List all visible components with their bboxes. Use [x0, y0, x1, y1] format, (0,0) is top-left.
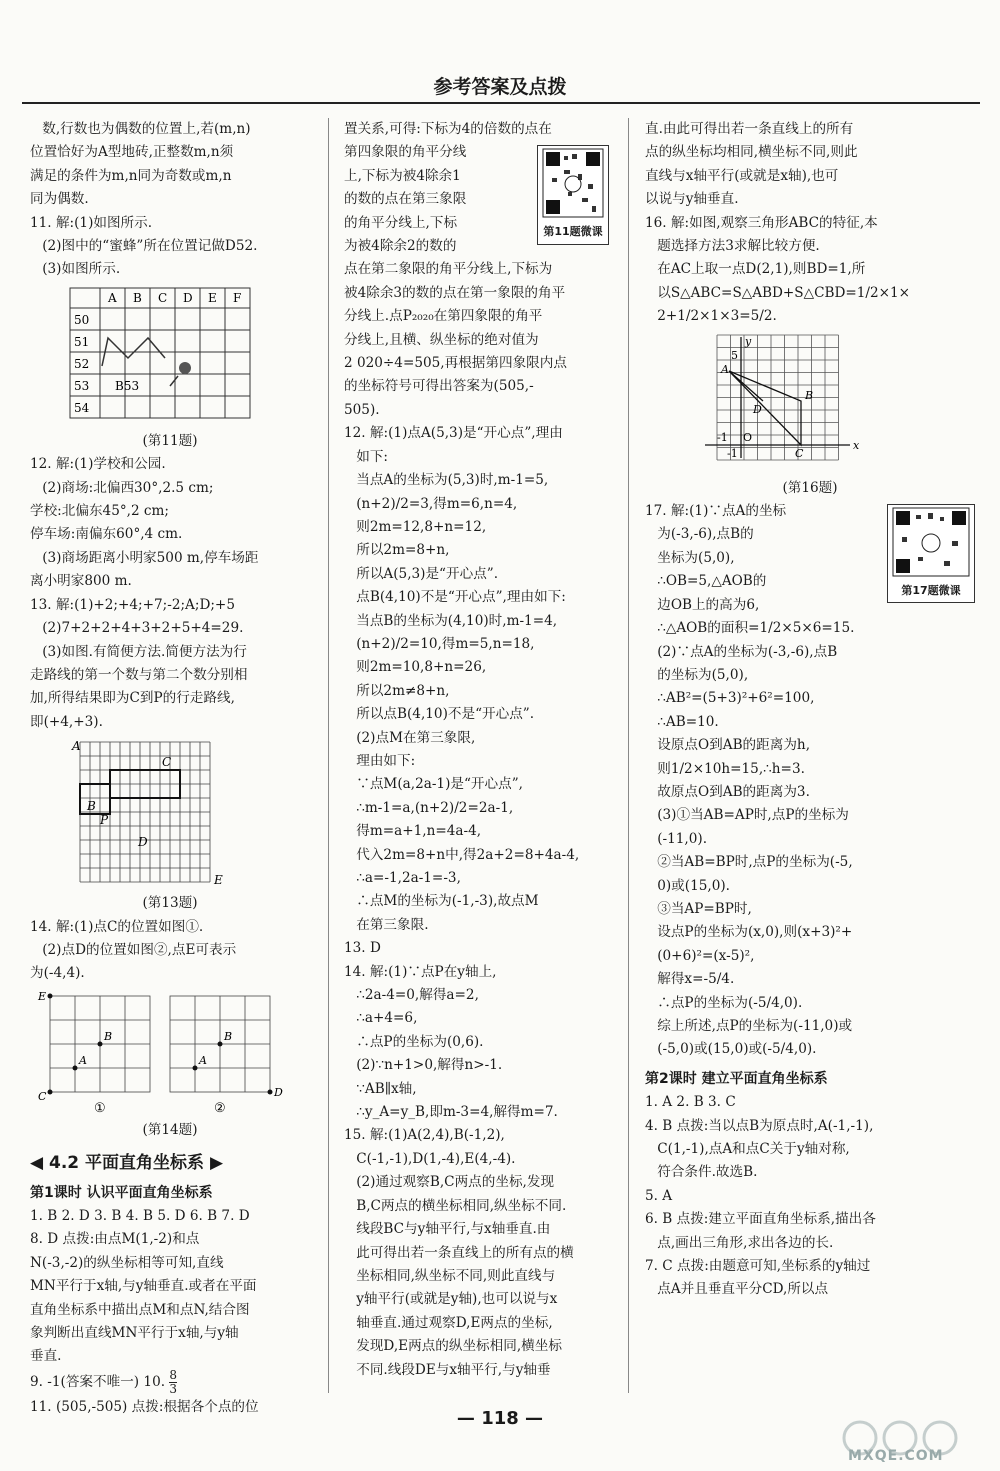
text-line: 16. 解:如图,观察三角形ABC的特征,本 — [645, 214, 878, 231]
point-label: A — [721, 362, 729, 376]
text-line: 如下: — [356, 448, 389, 465]
page-header: 参考答案及点拨 — [433, 76, 567, 98]
text-line: 得m=a+1,n=4a-4, — [356, 823, 482, 840]
qr-caption: 第17题微课 — [901, 584, 961, 598]
grid-row-label: 54 — [74, 400, 90, 415]
text-line: (2)通过观察B,C两点的坐标,发现 — [356, 1174, 555, 1191]
text-line: ∴△AOB的面积=1/2×5×6=15. — [657, 620, 855, 637]
page-number-value: 118 — [481, 1408, 519, 1429]
text-line: 学校:北偏东45°,2 cm; — [30, 503, 170, 520]
text-line: 当点A的坐标为(5,3)时,m-1=5, — [356, 472, 549, 489]
text-line: 象判断出直线MN平行于x轴,与y轴 — [30, 1325, 239, 1341]
text-line: 满足的条件为m,n同为奇数或m,n — [30, 167, 232, 184]
text-line: 被4除余3的数的点在第一象限的角平 — [344, 284, 566, 301]
text-line: 设点P的坐标为(x,0),则(x+3)²+ — [657, 924, 853, 941]
figure-caption: (第13题) — [142, 895, 198, 912]
denominator: 3 — [169, 1381, 178, 1396]
point-label: B — [87, 799, 96, 814]
text-line: 垂直. — [30, 1348, 62, 1365]
text-line: 的坐标符号可得出答案为(505,- — [344, 378, 534, 395]
text-line: ∴OB=5,△AOB的 — [657, 573, 767, 590]
text-line: 故原点O到AB的距离为3. — [657, 783, 810, 800]
text-line: 14. 解:(1)点C的位置如图①. — [30, 918, 204, 935]
fraction — [169, 1369, 177, 1396]
text-line: 停车场:南偏东60°,4 cm. — [30, 526, 183, 543]
point-label: C — [38, 1089, 47, 1103]
point-label: C — [795, 446, 804, 460]
grid-col-label: C — [158, 290, 168, 305]
text-line: 发现D,E两点的纵坐标相同,横坐标 — [356, 1338, 562, 1355]
text-line: (3)如图.有简便方法.简便方法为行 — [42, 643, 247, 660]
text-line: 直.由此可得出若一条直线上的所有 — [645, 121, 854, 137]
text-line: (2)商场:北偏西30°,2.5 cm; — [42, 479, 214, 496]
text-line: 边OB上的高为6, — [657, 596, 760, 613]
lesson-title: 第2课时 建立平面直角坐标系 — [645, 1070, 828, 1087]
text-line: ∴a=-1,2a-1=-3, — [356, 870, 461, 886]
qr-caption: 第11题微课 — [543, 225, 603, 239]
text-line: 位置恰好为A型地砖,正整数m,n须 — [30, 144, 234, 161]
text-line: 12. 解:(1)学校和公园. — [30, 456, 166, 473]
figure-sublabel: ② — [214, 1100, 226, 1115]
column-divider — [628, 118, 629, 1393]
text-line: 同为偶数. — [30, 191, 89, 208]
text-line: N(-3,-2)的纵坐标相等可知,直线 — [30, 1254, 224, 1271]
text-line: ∴y_A=y_B,即m-3=4,解得m=7. — [356, 1104, 558, 1121]
column-divider — [328, 118, 329, 1393]
text-line: 1. B 2. D 3. B 4. B 5. D 6. B 7. D — [30, 1207, 250, 1224]
text-line: 6. B 点拨:建立平面直角坐标系,描出各 — [645, 1211, 876, 1228]
text-line: 在第三象限. — [356, 916, 429, 933]
text-line: 11. 解:(1)如图所示. — [30, 214, 153, 231]
text-line: 走路线的第一个数与第二个数分别相 — [30, 666, 248, 683]
text-line: 点在第二象限的角平分线上,下标为 — [344, 261, 553, 278]
text-line: (3)①当AB=AP时,点P的坐标为 — [657, 807, 849, 824]
qr-code-17[interactable] — [887, 504, 975, 603]
text-line: 2 020÷4=505,再根据第四象限内点 — [344, 355, 567, 372]
text-line: 则2m=12,8+n=12, — [356, 518, 487, 535]
figure-q13-grid — [30, 738, 260, 888]
text-line: 点,画出三角形,求出各边的长. — [657, 1234, 834, 1251]
text-line: 2+1/2×1×3=5/2. — [657, 308, 777, 325]
page-number: — 118 — — [456, 1408, 544, 1429]
text-line: 综上所述,点P的坐标为(-11,0)或 — [657, 1018, 853, 1034]
qr-code-icon — [892, 507, 970, 577]
grid-row-label: 51 — [74, 334, 90, 349]
text-line: 0)或(15,0). — [657, 877, 730, 894]
text-line: (2)图中的“蜜蜂”所在位置记做D52. — [42, 238, 258, 255]
grid-row-label: 50 — [74, 312, 90, 327]
text-line: 题选择方法3求解比较方便. — [657, 238, 820, 255]
figure-caption: (第14题) — [142, 1121, 198, 1138]
text-line: 点A并且垂直平分CD,所以点 — [657, 1281, 829, 1298]
text-line: (2)∵n+1>0,解得n>-1. — [356, 1057, 503, 1074]
text-line: (2)7+2+2+4+3+2+5+4=29. — [42, 620, 244, 637]
text-line: 所以点B(4,10)不是“开心点”. — [356, 706, 535, 723]
text-line: 数,行数也为偶数的位置上,若(m,n) — [42, 121, 251, 137]
point-label: D — [753, 402, 762, 416]
point-label: C — [162, 755, 172, 770]
text-line: 11. (505,-505) 点拨:根据各个点的位 — [30, 1398, 259, 1415]
text-line: 505). — [344, 401, 380, 418]
grid-col-label: A — [108, 290, 117, 305]
text-line: 设原点O到AB的距离为h, — [657, 737, 811, 754]
text-line: 14. 解:(1)∵点P在y轴上, — [344, 963, 497, 980]
text-line: C(-1,-1),D(1,-4),E(4,-4). — [356, 1150, 516, 1167]
watermark-text: MXQE.COM — [848, 1448, 944, 1464]
text-line: 坐标为(5,0), — [657, 549, 735, 566]
text-line: 则1/2×10h=15,∴h=3. — [657, 760, 805, 777]
text-line: 1. A 2. B 3. C — [645, 1094, 736, 1111]
text-line: 4. B 点拨:当以点B为原点时,A(-1,-1), — [645, 1117, 874, 1134]
text-line: (2)点M在第三象限, — [356, 729, 476, 746]
text-line: (-5,0)或(15,0)或(-5/4,0). — [657, 1041, 817, 1058]
text-line: 17. 解:(1)∵点A的坐标 — [645, 503, 787, 520]
text-line: (0+6)²=(x-5)², — [657, 947, 755, 964]
text-line: 为(-3,-6),点B的 — [657, 526, 754, 543]
point-label: E — [38, 989, 47, 1003]
header-rule — [22, 102, 980, 104]
text-line: 7. C 点拨:由题意可知,坐标系的y轴过 — [645, 1258, 871, 1275]
text-line: 线段BC与y轴平行,与x轴垂直.由 — [356, 1221, 551, 1238]
text-line: 在AC上取一点D(2,1),则BD=1,所 — [657, 261, 866, 278]
point-label: B — [104, 1029, 113, 1043]
section-heading: ◀ 4.2 平面直角坐标系 ▶ — [30, 1153, 224, 1174]
qr-code-11[interactable] — [537, 145, 609, 244]
grid-row-label: 52 — [74, 356, 90, 371]
text-line: 解得x=-5/4. — [657, 971, 735, 988]
figure-q14-grids — [30, 990, 290, 1115]
text-line: 符合条件.故选B. — [657, 1164, 758, 1181]
text-line: ∴2a-4=0,解得a=2, — [356, 987, 479, 1004]
qr-code-icon — [542, 148, 604, 218]
text-line: 置关系,可得:下标为4的倍数的点在 — [344, 121, 552, 137]
text-line: 坐标相同,纵坐标不同,则此直线与 — [356, 1267, 556, 1284]
text-line: 当点B的坐标为(4,10)时,m-1=4, — [356, 612, 558, 629]
text-line: 分线上.点P₂₀₂₀在第四象限的角平 — [344, 308, 543, 325]
text-line: 上,下标为被4除余1 — [344, 167, 461, 184]
point-label: D — [274, 1085, 283, 1099]
text-line: (2)∵点A的坐标为(-3,-6),点B — [657, 643, 838, 660]
figure-caption: (第11题) — [142, 432, 198, 449]
text-line: 轴垂直.通过观察D,E两点的坐标, — [356, 1314, 553, 1331]
text-line: 直线与x轴平行(或就是x轴),也可 — [645, 167, 839, 184]
text-line: 即(+4,+3). — [30, 713, 103, 730]
figure-caption: (第16题) — [782, 479, 838, 496]
answer-9-10: 9. -1(答案不唯一) 10. — [30, 1373, 166, 1390]
text-line: ∵AB∥x轴, — [356, 1080, 417, 1097]
text-line: ∴m-1=a,(n+2)/2=2a-1, — [356, 799, 514, 816]
tick-label: 5 — [731, 348, 738, 362]
figure-sublabel: ① — [94, 1100, 106, 1115]
text-line: 所以A(5,3)是“开心点”. — [356, 565, 499, 582]
text-line: 15. 解:(1)A(2,4),B(-1,2), — [344, 1127, 505, 1144]
grid-col-label: E — [208, 290, 217, 305]
text-line: 的坐标为(5,0), — [657, 666, 749, 683]
point-label: A — [72, 739, 81, 754]
lesson-title: 第1课时 认识平面直角坐标系 — [30, 1184, 213, 1201]
point-label: E — [214, 873, 223, 888]
text-line: (2)点D的位置如图②,点E可表示 — [42, 941, 237, 958]
text-line: ∴点P的坐标为(0,6). — [356, 1033, 484, 1050]
point-label: B — [224, 1029, 233, 1043]
axis-label: x — [853, 438, 860, 452]
grid-col-label: B — [133, 290, 142, 305]
text-line: ∵点M(a,2a-1)是“开心点”, — [356, 776, 523, 793]
text-line: (n+2)/2=3,得m=6,n=4, — [356, 495, 518, 512]
text-line: 直角坐标系中描出点M和点N,结合图 — [30, 1301, 250, 1318]
numerator: 8 — [169, 1367, 178, 1382]
text-line: ∴点P的坐标为(-5/4,0). — [657, 994, 803, 1011]
text-line: ∴AB²=(5+3)²+6²=100, — [657, 690, 815, 707]
text-line: 点的纵坐标均相同,横坐标不同,则此 — [645, 144, 858, 161]
text-line: 以S△ABC=S△ABD+S△CBD=1/2×1× — [657, 284, 911, 301]
grid-row-label: 53 — [74, 378, 90, 393]
point-label: B53 — [115, 378, 140, 393]
point-label: A — [199, 1053, 207, 1067]
text-line: (3)如图所示. — [42, 261, 121, 278]
text-line: B,C两点的横坐标相同,纵坐标不同. — [356, 1197, 567, 1214]
figure-q16-coordinate-grid — [645, 333, 965, 473]
point-label: B — [805, 388, 814, 402]
figure-q11-grid — [30, 286, 260, 426]
text-line: 理由如下: — [356, 752, 416, 769]
tick-label: -1 — [727, 446, 738, 460]
bee-icon — [179, 362, 191, 374]
text-line: 加,所得结果即为C到P的行走路线, — [30, 690, 235, 707]
origin-label: O — [743, 430, 753, 444]
text-line: 5. A — [645, 1187, 673, 1204]
text-line: 所以2m≠8+n, — [356, 682, 450, 699]
text-line: 13. 解:(1)+2;+4;+7;-2;A;D;+5 — [30, 596, 235, 613]
text-line: 点B(4,10)不是“开心点”,理由如下: — [356, 589, 566, 606]
text-line: 以说与y轴垂直. — [645, 191, 739, 208]
text-line: (-11,0). — [657, 830, 708, 847]
grid-col-label: F — [233, 290, 242, 305]
column-3 — [645, 118, 975, 1302]
text-line: 13. D — [344, 940, 381, 957]
point-label: P — [100, 813, 109, 828]
text-line: y轴平行(或就是y轴),也可以说与x — [356, 1291, 558, 1308]
tick-label: -1 — [717, 430, 728, 444]
text-line: (n+2)/2=10,得m=5,n=18, — [356, 635, 535, 652]
text-line: 不同.线段DE与x轴平行,与y轴垂 — [356, 1361, 551, 1378]
point-label: D — [138, 835, 148, 850]
text-line: 分线上,且横、纵坐标的绝对值为 — [344, 331, 539, 348]
column-1 — [30, 118, 310, 1419]
text-line: C(1,-1),点A和点C关于y轴对称, — [657, 1141, 850, 1158]
text-line: 此可得出若一条直线上的所有点的横 — [356, 1244, 574, 1261]
text-line: ∴a+4=6, — [356, 1010, 418, 1027]
text-line: MN平行于x轴,与y轴垂直.或者在平面 — [30, 1278, 257, 1295]
text-line: 12. 解:(1)点A(5,3)是“开心点”,理由 — [344, 425, 563, 442]
text-line: ②当AB=BP时,点P的坐标为(-5, — [657, 854, 853, 871]
text-line: 则2m=10,8+n=26, — [356, 659, 487, 676]
text-line: ∴AB=10. — [657, 713, 719, 730]
text-line: ③当AP=BP时, — [657, 900, 752, 917]
axis-label: y — [745, 334, 752, 348]
text-line: 代入2m=8+n中,得2a+2=8+4a-4, — [356, 846, 580, 863]
grid-col-label: D — [183, 290, 193, 305]
text-line — [30, 1369, 310, 1396]
text-line: 8. D 点拨:由点M(1,-2)和点 — [30, 1231, 200, 1248]
text-line: 为被4除余2的数的 — [344, 238, 457, 255]
text-line: 所以2m=8+n, — [356, 542, 450, 559]
text-line: 第四象限的角平分线 — [344, 144, 467, 161]
text-line: 离小明家800 m. — [30, 573, 132, 590]
point-label: A — [79, 1053, 87, 1067]
text-line: 的角平分线上,下标 — [344, 214, 458, 231]
text-line: ∴点M的坐标为(-1,-3),故点M — [356, 893, 539, 910]
text-line: 为(-4,4). — [30, 965, 85, 982]
text-line: 的数的点在第三象限 — [344, 191, 467, 208]
column-2 — [344, 118, 609, 1382]
text-line: (3)商场距离小明家500 m,停车场距 — [42, 549, 259, 566]
